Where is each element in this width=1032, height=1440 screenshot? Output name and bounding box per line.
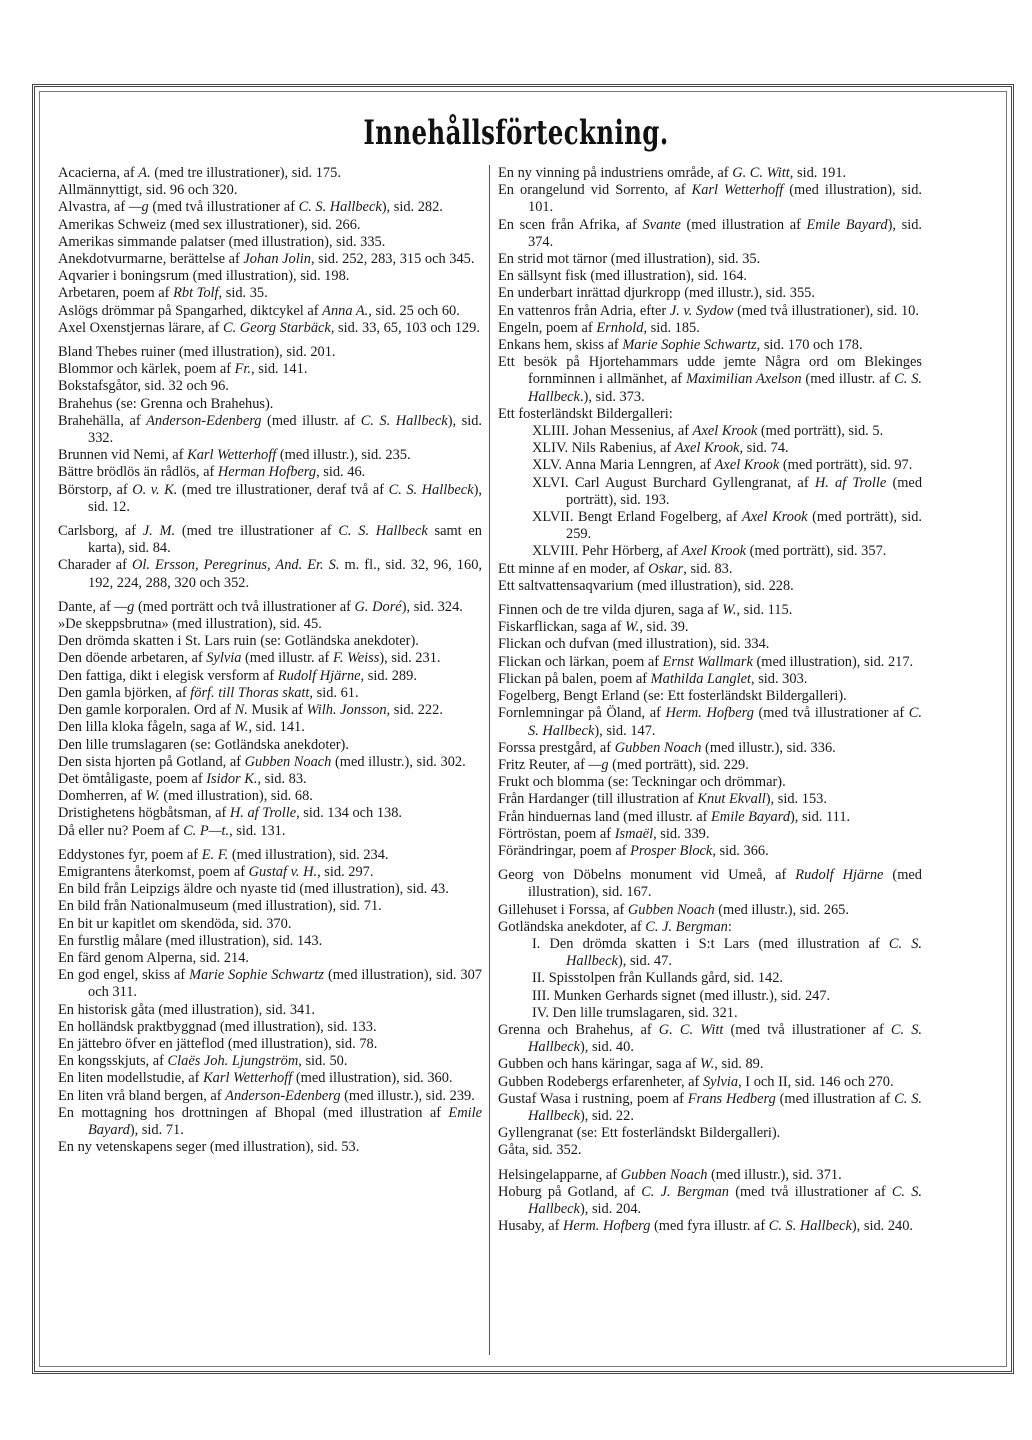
index-subentry: I. Den drömda skatten i S:t Lars (med illustration af C. S. Hallbeck), sid. 47. <box>532 935 922 970</box>
index-entry: Den gamle korporalen. Ord af N. Musik af Wilh. Jonsson, sid. 222. <box>58 702 443 719</box>
index-entry: Den gamla björken, af förf. till Thoras skatt, sid. 61. <box>58 684 359 701</box>
index-entry: En scen från Afrika, af Svante (med illustration af Emile Bayard), sid. 374. <box>498 216 922 250</box>
index-entry: Gubben och hans käringar, saga af W., sid. 89. <box>498 1056 764 1073</box>
index-entry: Amerikas Schweiz (med sex illustrationer), sid. 266. <box>58 216 361 233</box>
index-entry: Börstorp, af O. v. K. (med tre illustrationer, deraf två af C. S. Hallbeck), sid. 12. <box>58 481 482 515</box>
index-entry: En vattenros från Adria, efter J. v. Sydow (med två illustrationer), sid. 10. <box>498 302 919 319</box>
index-entry: Brahehälla, af Anderson-Edenberg (med illustr. af C. S. Hallbeck), sid. 332. <box>58 412 482 447</box>
index-entry: Ett saltvattensaqvarium (med illustration), sid. 228. <box>498 577 794 594</box>
index-entry: Bland Thebes ruiner (med illustration), sid. 201. <box>58 344 336 361</box>
index-subentry: II. Spisstolpen från Kullands gård, sid. 142. <box>532 970 784 987</box>
index-entry: Emigrantens återkomst, poem af Gustaf v. H., sid. 297. <box>58 863 374 880</box>
index-entry: Georg von Döbelns monument vid Umeå, af Rudolf Hjärne (med illustration), sid. 167. <box>498 867 922 901</box>
index-entry: En bild från Leipzigs äldre och nyaste tid (med illustration), sid. 43. <box>58 881 449 898</box>
index-entry: En sällsynt fisk (med illustration), sid. 164. <box>498 268 748 285</box>
index-entry: Flickan på balen, poem af Mathilda Langlet, sid. 303. <box>498 670 808 687</box>
index-entry: Dante, af —g (med porträtt och två illustrationer af G. Doré), sid. 324. <box>58 598 463 615</box>
index-column-right <box>498 165 922 1235</box>
index-entry: Brahehus (se: Grenna och Brahehus). <box>58 395 274 412</box>
index-entry: Blommor och kärlek, poem af Fr., sid. 141. <box>58 361 308 378</box>
index-entry: En strid mot tärnor (med illustration), sid. 35. <box>498 251 761 268</box>
index-entry: Det ömtåligaste, poem af Isidor K., sid. 83. <box>58 770 307 787</box>
index-entry: Aqvarier i boningsrum (med illustration), sid. 198. <box>58 268 350 285</box>
index-entry: Då eller nu? Poem af C. P—t., sid. 131. <box>58 822 286 839</box>
index-entry: Acacierna, af A. (med tre illustrationer), sid. 175. <box>58 165 341 181</box>
index-entry: Gyllengranat (se: Ett fosterländskt Bildergalleri). <box>498 1125 781 1142</box>
index-entry: Fornlemningar på Öland, af Herm. Hofberg (med två illustrationer af C. S. Hallbeck), sid. 147. <box>498 705 922 739</box>
index-entry: Amerikas simmande palatser (med illustration), sid. 335. <box>58 233 386 250</box>
index-subentry: XLIV. Nils Rabenius, af Axel Krook, sid. 74. <box>532 440 789 457</box>
index-entry: En ny vetenskapens seger (med illustration), sid. 53. <box>58 1139 360 1156</box>
index-entry: En god engel, skiss af Marie Sophie Schwartz (med illustration), sid. 307 och 311. <box>58 967 482 1001</box>
index-entry: En bit ur kapitlet om skendöda, sid. 370. <box>58 915 292 932</box>
index-column-left <box>58 165 482 1156</box>
index-entry: Allmännyttigt, sid. 96 och 320. <box>58 182 238 199</box>
index-entry: Ett minne af en moder, af Oskar, sid. 83. <box>498 560 733 577</box>
index-entry: Hoburg på Gotland, af C. J. Bergman (med två illustrationer af C. S. Hallbeck), sid. 204. <box>498 1183 923 1217</box>
index-subentry: IV. Den lille trumslagaren, sid. 321. <box>532 1004 738 1021</box>
index-entry: En furstlig målare (med illustration), sid. 143. <box>58 932 323 949</box>
index-entry: Arbetaren, poem af Rbt Tolf, sid. 35. <box>58 285 268 302</box>
index-entry: Den lilla kloka fågeln, saga af W., sid. 141. <box>58 719 305 736</box>
index-entry: Grenna och Brahehus, af G. C. Witt (med två illustrationer af C. S. Hallbeck), sid. 40. <box>498 1021 922 1056</box>
index-entry: Husaby, af Herm. Hofberg (med fyra illustr. af C. S. Hallbeck), sid. 240. <box>498 1218 914 1235</box>
index-entry: Helsingelapparne, af Gubben Noach (med illustr.), sid. 371. <box>498 1166 842 1183</box>
index-entry: Fogelberg, Bengt Erland (se: Ett fosterländskt Bildergalleri). <box>498 688 847 705</box>
index-entry: Förändringar, poem af Prosper Block, sid. 366. <box>498 842 769 859</box>
index-entry: Den fattiga, dikt i elegisk versform af Rudolf Hjärne, sid. 289. <box>58 667 417 684</box>
index-entry: Gillehuset i Forssa, af Gubben Noach (med illustr.), sid. 265. <box>498 901 849 918</box>
index-entry: Domherren, af W. (med illustration), sid. 68. <box>58 788 313 805</box>
index-entry: En underbart inrättad djurkropp (med illustr.), sid. 355. <box>498 285 815 302</box>
index-entry: En ny vinning på industriens område, af G. C. Witt, sid. 191. <box>498 165 847 181</box>
index-subentry: XLIII. Johan Messenius, af Axel Krook (med porträtt), sid. 5. <box>532 423 884 440</box>
index-entry: Gubben Rodebergs erfarenheter, af Sylvia, I och II, sid. 146 och 270. <box>498 1073 894 1090</box>
index-entry: En liten modellstudie, af Karl Wetterhoff (med illustration), sid. 360. <box>58 1070 453 1087</box>
index-entry: En historisk gåta (med illustration), sid. 341. <box>58 1001 316 1018</box>
column-divider <box>489 165 490 1355</box>
index-entry: Anekdotvurmarne, berättelse af Johan Jolin, sid. 252, 283, 315 och 345. <box>58 251 475 268</box>
index-entry: Carlsborg, af J. M. (med tre illustrationer af C. S. Hallbeck samt en karta), sid. 84. <box>58 523 483 557</box>
index-entry: Dristighetens högbåtsman, af H. af Trolle, sid. 134 och 138. <box>58 805 403 822</box>
index-entry: Brunnen vid Nemi, af Karl Wetterhoff (med illustr.), sid. 235. <box>58 447 411 464</box>
index-entry: Flickan och lärkan, poem af Ernst Wallmark (med illustration), sid. 217. <box>498 653 914 670</box>
index-entry: En holländsk praktbyggnad (med illustration), sid. 133. <box>58 1018 377 1035</box>
index-entry: Från hinduernas land (med illustr. af Emile Bayard), sid. 111. <box>498 808 851 825</box>
index-entry: Den lille trumslagaren (se: Gotländska anekdoter). <box>58 736 349 753</box>
index-subentry: XLVIII. Pehr Hörberg, af Axel Krook (med porträtt), sid. 357. <box>532 543 887 560</box>
index-entry: Gåta, sid. 352. <box>498 1142 582 1159</box>
index-entry: Bokstafsgåtor, sid. 32 och 96. <box>58 378 229 395</box>
index-entry: Den sista hjorten på Gotland, af Gubben Noach (med illustr.), sid. 302. <box>58 753 466 770</box>
index-entry: En liten vrå bland bergen, af Anderson-Edenberg (med illustr.), sid. 239. <box>58 1087 475 1104</box>
page-title: Innehållsförteckning. <box>363 113 669 153</box>
index-entry: Charader af Ol. Ersson, Peregrinus, And. Er. S. m. fl., sid. 32, 96, 160, 192, 224, 288, 320 och 352. <box>58 557 482 591</box>
index-entry: Fiskarflickan, saga af W., sid. 39. <box>498 619 689 636</box>
index-entry: Ett fosterländskt Bildergalleri: <box>498 405 673 422</box>
index-entry: Ett besök på Hjortehammars udde jemte Några ord om Blekinges fornminnen i allmänhet, af Maximilian Axelson (med illustr. af C. S. Hallbeck.), sid. 373. <box>498 354 922 405</box>
index-entry: Engeln, poem af Ernhold, sid. 185. <box>498 319 700 336</box>
index-entry: Finnen och de tre vilda djuren, saga af W., sid. 115. <box>498 602 793 619</box>
index-entry: Frukt och blomma (se: Teckningar och drömmar). <box>498 774 786 791</box>
index-entry: »De skeppsbrutna» (med illustration), sid. 45. <box>58 616 322 633</box>
index-entry: En kongsskjuts, af Claës Joh. Ljungström, sid. 50. <box>58 1053 348 1070</box>
index-subentry: XLV. Anna Maria Lenngren, af Axel Krook (med porträtt), sid. 97. <box>532 457 913 474</box>
index-entry: En mottagning hos drottningen af Bhopal (med illustration af Emile Bayard), sid. 71. <box>58 1104 482 1138</box>
index-entry: Alvastra, af —g (med två illustrationer af C. S. Hallbeck), sid. 282. <box>58 199 443 216</box>
index-subentry: III. Munken Gerhards signet (med illustr.), sid. 247. <box>532 987 831 1004</box>
index-entry: Gustaf Wasa i rustning, poem af Frans Hedberg (med illustration af C. S. Hallbeck), sid. 22. <box>498 1090 922 1124</box>
index-entry: Forssa prestgård, af Gubben Noach (med illustr.), sid. 336. <box>498 739 836 756</box>
index-entry: Förtröstan, poem af Ismaël, sid. 339. <box>498 825 710 842</box>
index-entry: En jättebro öfver en jätteflod (med illustration), sid. 78. <box>58 1035 378 1052</box>
index-subentry: XLVII. Bengt Erland Fogelberg, af Axel Krook (med porträtt), sid. 259. <box>532 509 922 543</box>
index-entry: Eddystones fyr, poem af E. F. (med illustration), sid. 234. <box>58 846 389 863</box>
index-entry: Fritz Reuter, af —g (med porträtt), sid. 229. <box>498 756 749 773</box>
index-entry: En bild från Nationalmuseum (med illustration), sid. 71. <box>58 898 382 915</box>
index-entry: Enkans hem, skiss af Marie Sophie Schwartz, sid. 170 och 178. <box>498 337 863 354</box>
index-entry: Bättre brödlös än rådlös, af Herman Hofberg, sid. 46. <box>58 464 366 481</box>
index-subentry: XLVI. Carl August Burchard Gyllengranat, af H. af Trolle (med porträtt), sid. 193. <box>532 474 923 508</box>
index-entry: Flickan och dufvan (med illustration), sid. 334. <box>498 636 770 653</box>
index-entry: Den döende arbetaren, af Sylvia (med illustr. af F. Weiss), sid. 231. <box>58 650 441 667</box>
index-entry: En orangelund vid Sorrento, af Karl Wetterhoff (med illustration), sid. 101. <box>498 182 923 216</box>
index-entry: Gotländska anekdoter, af C. J. Bergman: <box>498 918 732 935</box>
index-entry: Aslögs drömmar på Spangarhed, diktcykel af Anna A., sid. 25 och 60. <box>58 302 460 319</box>
index-entry: Från Hardanger (till illustration af Knut Ekvall), sid. 153. <box>498 791 827 808</box>
index-entry: Axel Oxenstjernas lärare, af C. Georg Starbäck, sid. 33, 65, 103 och 129. <box>58 319 480 336</box>
index-entry: En färd genom Alperna, sid. 214. <box>58 949 250 966</box>
index-entry: Den drömda skatten i St. Lars ruin (se: Gotländska anekdoter). <box>58 633 419 650</box>
